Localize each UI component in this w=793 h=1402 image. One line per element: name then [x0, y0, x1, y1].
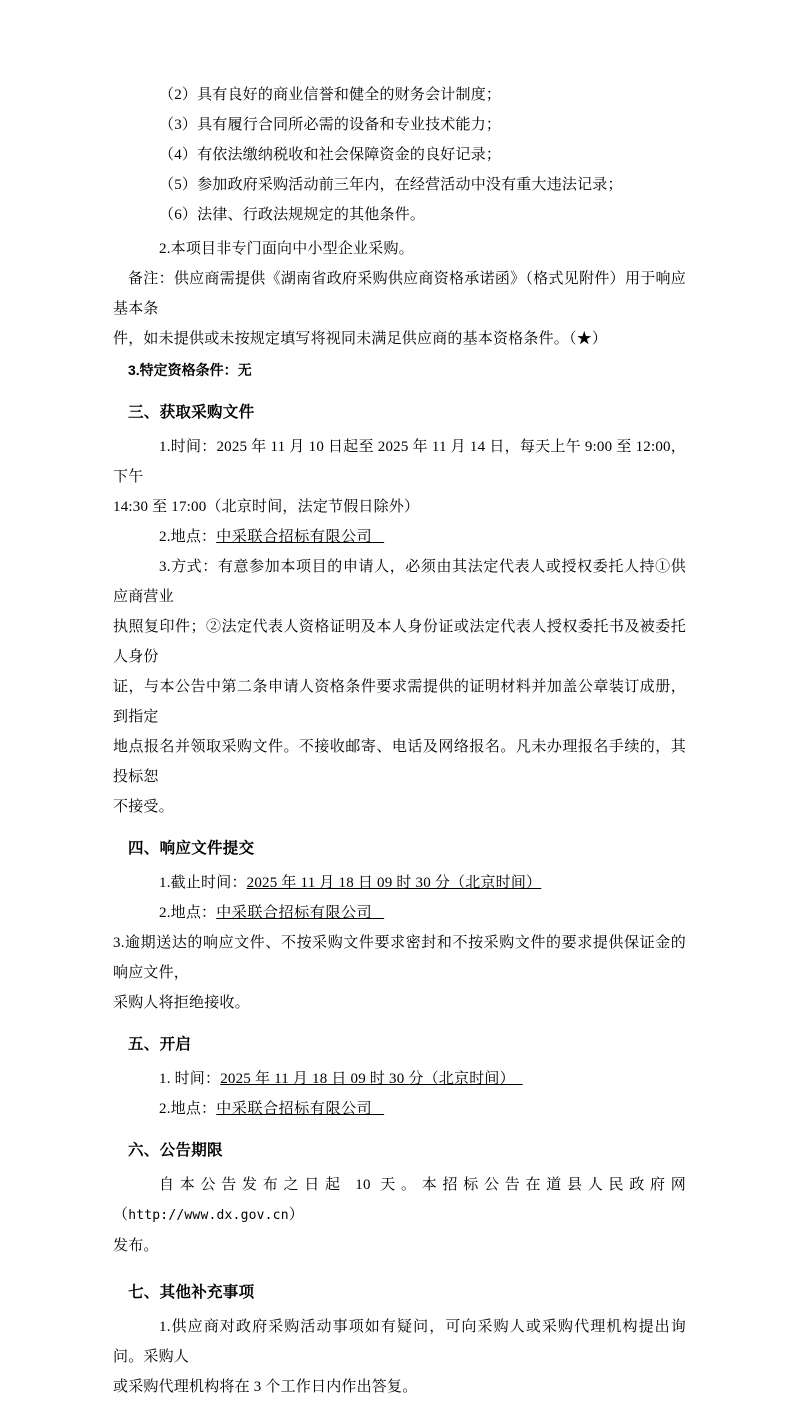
section-4-late-line-2: 采购人将拒绝接收。 — [113, 995, 250, 1011]
remark-line-1: 备注：供应商需提供《湖南省政府采购供应商资格承诺函》（格式见附件）用于响应基本条 — [113, 271, 686, 317]
qualification-item: （5）参加政府采购活动前三年内，在经营活动中没有重大违法记录； — [159, 177, 623, 193]
section-3-time-line-1: 1.时间：2025 年 11 月 10 日起至 2025 年 11 月 14 日，每天上午 9:00 至 12:00，下午 — [113, 439, 686, 485]
section-4-deadline-value: 2025 年 11 月 18 日 09 时 30 分（北京时间） — [246, 875, 542, 891]
section-4-deadline — [113, 868, 686, 898]
section-3-method-line-3: 证，与本公告中第二条申请人资格条件要求需提供的证明材料并加盖公章装订成册，到指定 — [113, 679, 686, 725]
section-3-method-line-1: 3.方式：有意参加本项目的申请人，必须由其法定代表人或授权委托人持①供应商营业 — [113, 559, 686, 605]
section-7-line-2: 或采购代理机构将在 3 个工作日内作出答复。 — [113, 1379, 418, 1395]
section-5-time-label: 1. 时间： — [159, 1071, 221, 1087]
section-3-method-line-2: 执照复印件；②法定代表人资格证明及本人身份证或法定代表人授权委托书及被委托人身份 — [113, 619, 686, 665]
section-5-time — [113, 1064, 686, 1094]
section-4-title: 四、响应文件提交 — [128, 840, 255, 857]
document-body — [113, 80, 686, 1402]
section-6-line-1 — [113, 1170, 686, 1231]
section-5-time-value: 2025 年 11 月 18 日 09 时 30 分（北京时间） — [220, 1071, 515, 1087]
section-3-title: 三、获取采购文件 — [128, 404, 255, 421]
section-4-late-line-1: 3.逾期送达的响应文件、不按采购文件要求密封和不按采购文件的要求提供保证金的响应文件， — [113, 935, 686, 981]
section-4-place-label: 2.地点： — [159, 905, 217, 921]
specific-qualification-value: 无 — [237, 362, 252, 378]
section-6-line-2: 发布。 — [113, 1238, 159, 1254]
section-5-place — [113, 1094, 686, 1124]
section-3-method-line-5: 不接受。 — [113, 799, 174, 815]
specific-qualification-heading — [113, 354, 686, 386]
qualification-item: （3）具有履行合同所必需的设备和专业技术能力； — [159, 117, 502, 133]
remark-line-2: 件，如未提供或未按规定填写将视同未满足供应商的基本资格条件。（★） — [113, 331, 608, 347]
section-7-title: 七、其他补充事项 — [128, 1284, 255, 1301]
government-website-url: http://www.dx.gov.cn — [128, 1208, 289, 1223]
section-3-place — [113, 522, 686, 552]
section-5-place-label: 2.地点： — [159, 1101, 217, 1117]
section-6-text-a: 自本公告发布之日起 10 天。本招标公告在道县人民政府网（ — [113, 1177, 686, 1223]
section-5-place-value: 中采联合招标有限公司 — [216, 1101, 373, 1117]
section-5-title: 五、开启 — [128, 1036, 192, 1053]
section-3-time-line-2: 14:30 至 17:00（北京时间，法定节假日除外） — [113, 499, 420, 515]
section-3-place-label: 2.地点： — [159, 529, 217, 545]
qualification-item: （6）法律、行政法规规定的其他条件。 — [159, 207, 426, 223]
section-4-place-value: 中采联合招标有限公司 — [216, 905, 373, 921]
qualification-item: （2）具有良好的商业信誉和健全的财务会计制度； — [159, 87, 502, 103]
section-3-method-line-4: 地点报名并领取采购文件。不接收邮寄、电话及网络报名。凡未办理报名手续的，其投标恕 — [113, 739, 686, 785]
qualification-item: （4）有依法缴纳税收和社会保障资金的良好记录； — [159, 147, 502, 163]
section-3-place-value: 中采联合招标有限公司 — [216, 529, 373, 545]
section-6-title: 六、公告期限 — [128, 1142, 223, 1159]
section-7-line-1: 1.供应商对政府采购活动事项如有疑问，可向采购人或采购代理机构提出询问。采购人 — [113, 1319, 686, 1365]
section-4-deadline-label: 1.截止时间： — [159, 875, 247, 891]
section-6-text-b: ） — [288, 1207, 304, 1223]
sme-note: 2.本项目非专门面向中小型企业采购。 — [159, 241, 414, 257]
section-4-place — [113, 898, 686, 928]
specific-qualification-label: 3.特定资格条件： — [128, 362, 238, 378]
